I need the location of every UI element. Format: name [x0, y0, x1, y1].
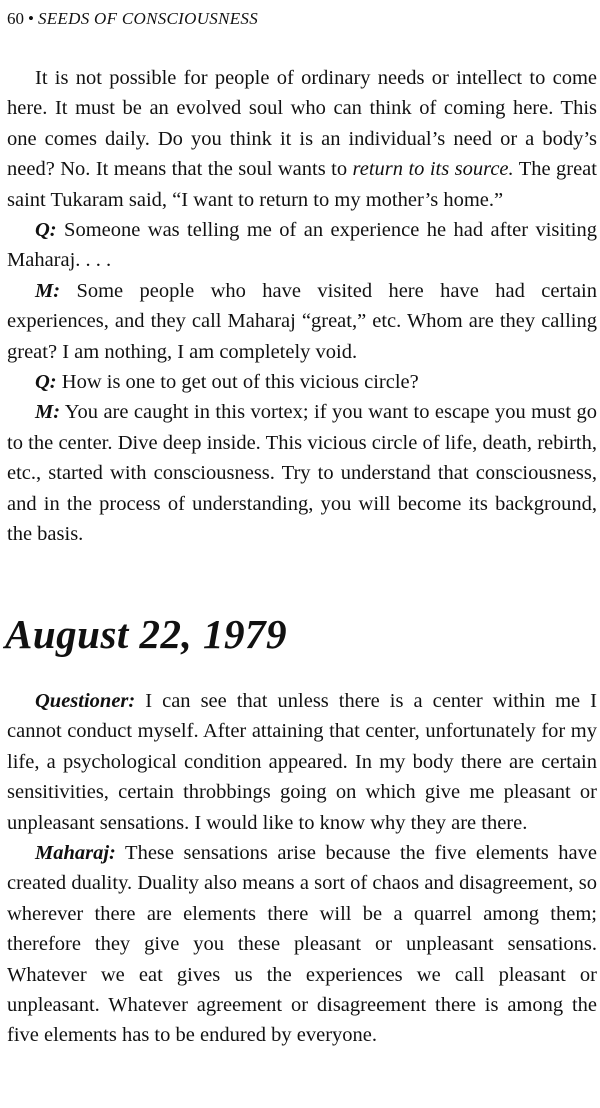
paragraph: [7, 397, 597, 549]
date-heading: August 22, 1979: [5, 611, 288, 657]
paragraph: [7, 63, 597, 215]
paragraph: [7, 276, 597, 367]
speaker-label: Questioner:: [35, 690, 136, 712]
speaker-label: Maharaj:: [35, 842, 116, 865]
paragraph-text: The great saint Tukaram said, “I want to return to my mother’s home.”: [7, 158, 597, 211]
paragraph-text: Some people who have visited here have had certain experiences, and they call Maharaj “great,” etc. Whom are they calling great? I am nothing, I am completely void.: [7, 279, 597, 363]
dialogue-section-1: [7, 63, 597, 550]
speaker-label: Q:: [35, 371, 57, 394]
paragraph: [7, 215, 597, 276]
paragraph-text: How is one to get out of this vicious circle?: [56, 371, 419, 394]
page-number: 60: [7, 9, 24, 28]
paragraph: [7, 838, 597, 1051]
paragraph-text: These sensations arise because the five elements have created duality. Duality also means a sort of chaos and disagreement, so wherever there are elements there will be a quarrel among them; therefore they give you these pleasant or unpleasant sensations. Whatever we eat gives us the experiences we call pleasant or unpleasant. Whatever agreement or disagreement there is among the five elements has to be endured by everyone.: [7, 842, 597, 1047]
emphasized-text: return to its source.: [352, 158, 514, 181]
dialogue-section-2: [7, 686, 597, 1051]
paragraph-text: I can see that unless there is a center within me I cannot conduct myself. After attaining that center, unfortunately for my life, a psychological condition appeared. In my body there are certain sensitivities, certain throbbings going on which give me pleasant or unpleasant sensations. I would like to know why they are there.: [7, 690, 597, 834]
paragraph: [7, 686, 597, 838]
paragraph-text: It is not possible for people of ordinary needs or intellect to come here. It must be an evolved soul who can think of coming here. This one comes daily. Do you think it is an individual’s need or a body’s need? No. It means that the soul wants to: [7, 67, 597, 181]
header-separator-dot: •: [28, 9, 34, 28]
running-header: [7, 7, 258, 31]
speaker-label: Q:: [35, 219, 57, 242]
paragraph-text: You are caught in this vortex; if you want to escape you must go to the center. Dive deep inside. This vicious circle of life, death, rebirth, etc., started with consciousness. Try to understand that consciousness, and in the process of understanding, you will become its background, the basis.: [7, 401, 597, 546]
running-title: SEEDS OF CONSCIOUSNESS: [37, 9, 258, 28]
paragraph: [7, 367, 597, 397]
speaker-label: M:: [35, 401, 61, 424]
speaker-label: M:: [35, 279, 61, 302]
paragraph-text: Someone was telling me of an experience he had after visiting Maharaj. . . .: [7, 219, 597, 272]
